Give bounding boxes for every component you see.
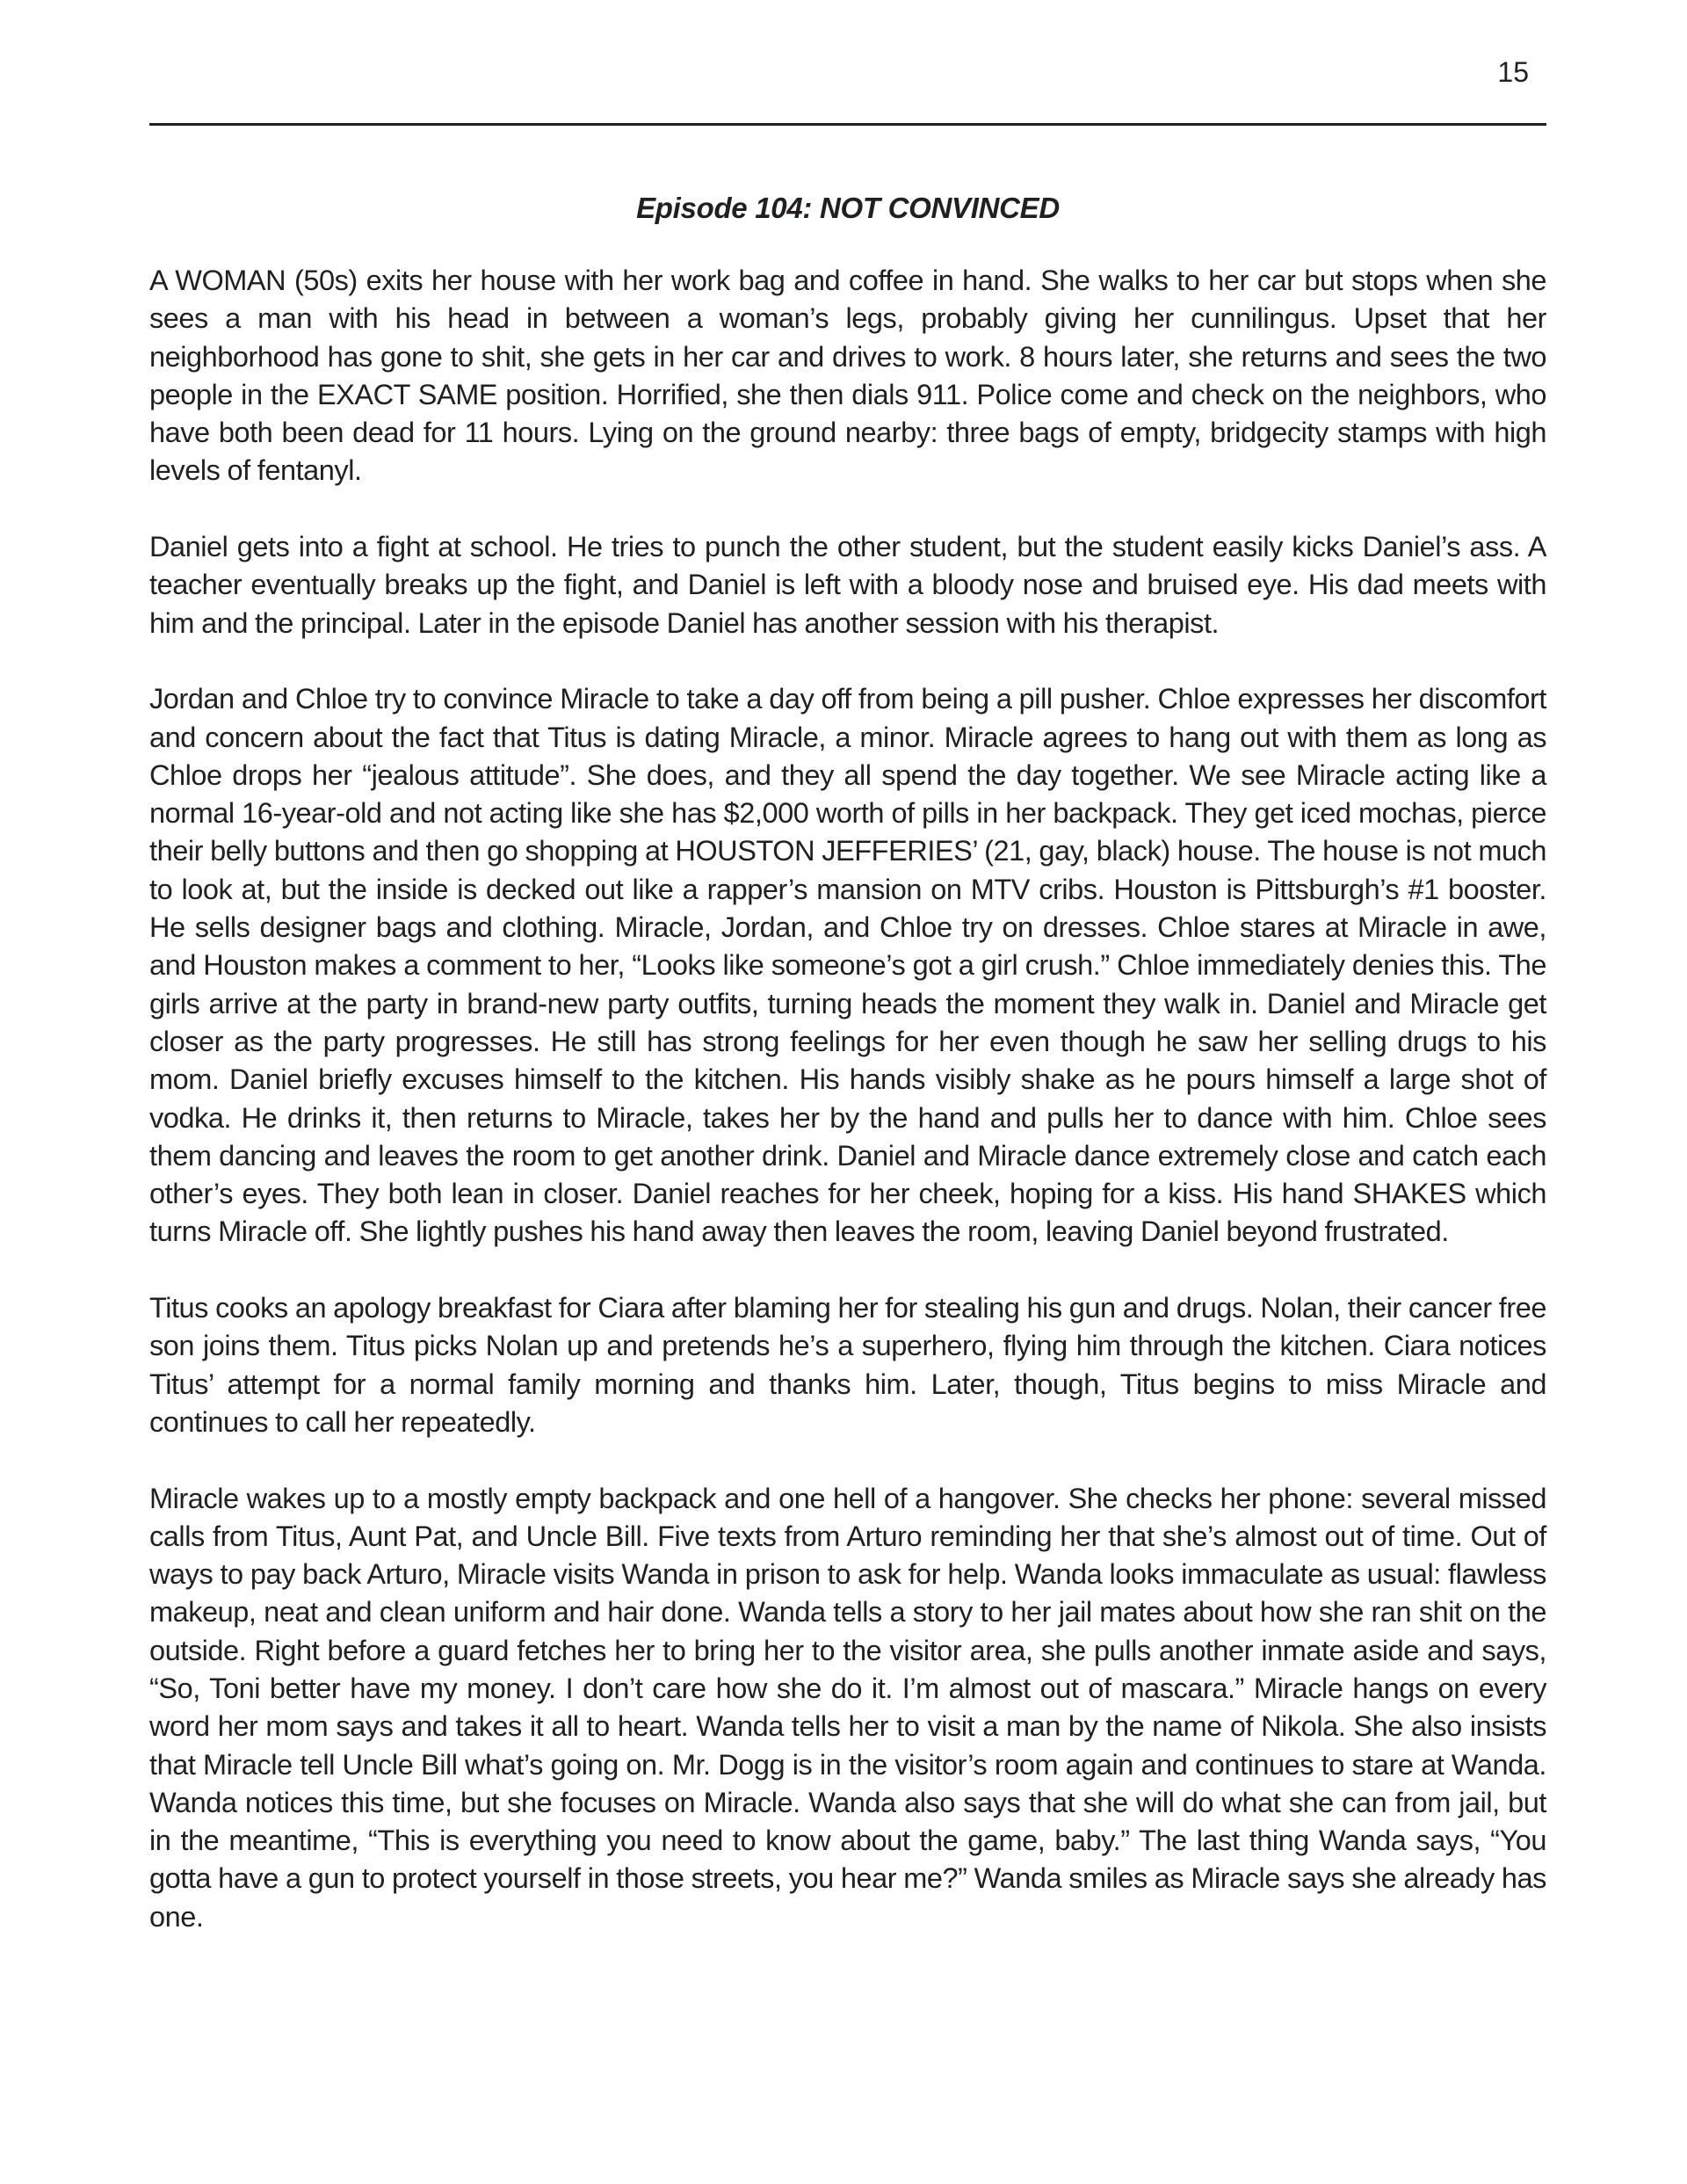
page-number: 15 xyxy=(1497,56,1529,88)
episode-title: Episode 104: NOT CONVINCED xyxy=(636,192,1060,224)
header-divider xyxy=(149,123,1546,126)
paragraph-party: Jordan and Chloe try to convince Miracle to take a day off from being a pill pusher. Chloe expresses her discomfort and concern about the fact that Titus is dating Miracle, a minor. Miracle agrees to hang out with them as long as Chloe drops her “jealous attitude”. She does, and they all spend the day together. We see Miracle acting like a normal 16-year-old and not acting like she has $2,000 worth of pills in her backpack. They get iced mochas, pierce their belly buttons and then go shopping at HOUSTON JEFFERIES’ (21, gay, black) house. The house is not much to look at, but the inside is decked out like a rapper’s mansion on MTV cribs. Houston is Pittsburgh’s #1 booster. He sells designer bags and clothing. Miracle, Jordan, and Chloe try on dresses. Chloe stares at Miracle in awe, and Houston makes a comment to her, “Looks like someone’s got a girl crush.” Chloe immediately denies this. The girls arrive at the party in brand-new party outfits, turning heads the moment they walk in. Daniel and Miracle get closer as the party progresses. He still has strong feelings for her even though he saw her selling drugs to his mom. Daniel briefly excuses himself to the kitchen. His hands visibly shake as he pours himself a large shot of vodka. He drinks it, then returns to Miracle, takes her by the hand and pulls her to dance with him. Chloe sees them dancing and leaves the room to get another drink. Daniel and Miracle dance extremely close and catch each other’s eyes. They both lean in closer. Daniel reaches for her cheek, hoping for a kiss. His hand SHAKES which turns Miracle off. She lightly pushes his hand away then leaves the room, leaving Daniel beyond frustrated. xyxy=(149,683,1546,1248)
paragraph-cold-open: A WOMAN (50s) exits her house with her work bag and coffee in hand. She walks to her car but stops when she sees a man with his head in between a woman’s legs, probably giving her cunnilingus. Upset that her neighborhood has gone to shit, she gets in her car and drives to work. 8 hours later, she returns and sees the two people in the EXACT SAME position. Horrified, she then dials 911. Police come and check on the neighbors, who have both been dead for 11 hours. Lying on the ground nearby: three bags of empty, bridgecity stamps with high levels of fentanyl. xyxy=(149,265,1546,487)
paragraph-daniel-fight: Daniel gets into a fight at school. He tries to punch the other student, but the student easily kicks Daniel’s ass. A teacher eventually breaks up the fight, and Daniel is left with a bloody nose and bruised eye. His dad meets with him and the principal. Later in the episode Daniel has another session with his therapist. xyxy=(149,531,1546,639)
paragraph-prison-visit: Miracle wakes up to a mostly empty backpack and one hell of a hangover. She checks her phone: several missed calls from Titus, Aunt Pat, and Uncle Bill. Five texts from Arturo reminding her that she’s almost out of time. Out of ways to pay back Arturo, Miracle visits Wanda in prison to ask for help. Wanda looks immaculate as usual: flawless makeup, neat and clean uniform and hair done. Wanda tells a story to her jail mates about how she ran shit on the outside. Right before a guard fetches her to bring her to the visitor area, she pulls another inmate aside and says, “So, Toni better have my money. I don’t care how she do it. I’m almost out of mascara.” Miracle hangs on every word her mom says and takes it all to heart. Wanda tells her to visit a man by the name of Nikola. She also insists that Miracle tell Uncle Bill what’s going on. Mr. Dogg is in the visitor’s room again and continues to stare at Wanda. Wanda notices this time, but she focuses on Miracle. Wanda also says that she will do what she can from jail, but in the meantime, “This is everything you need to know about the game, baby.” The last thing Wanda says, “You gotta have a gun to protect yourself in those streets, you hear me?” Wanda smiles as Miracle says she already has one. xyxy=(149,1482,1546,1933)
document-body xyxy=(149,186,1546,1974)
paragraph-titus-breakfast: Titus cooks an apology breakfast for Ciara after blaming her for stealing his gun and drugs. Nolan, their cancer free son joins them. Titus picks Nolan up and pretends he’s a superhero, flying him through the kitchen. Ciara notices Titus’ attempt for a normal family morning and thanks him. Later, though, Titus begins to miss Miracle and continues to call her repeatedly. xyxy=(149,1292,1546,1438)
